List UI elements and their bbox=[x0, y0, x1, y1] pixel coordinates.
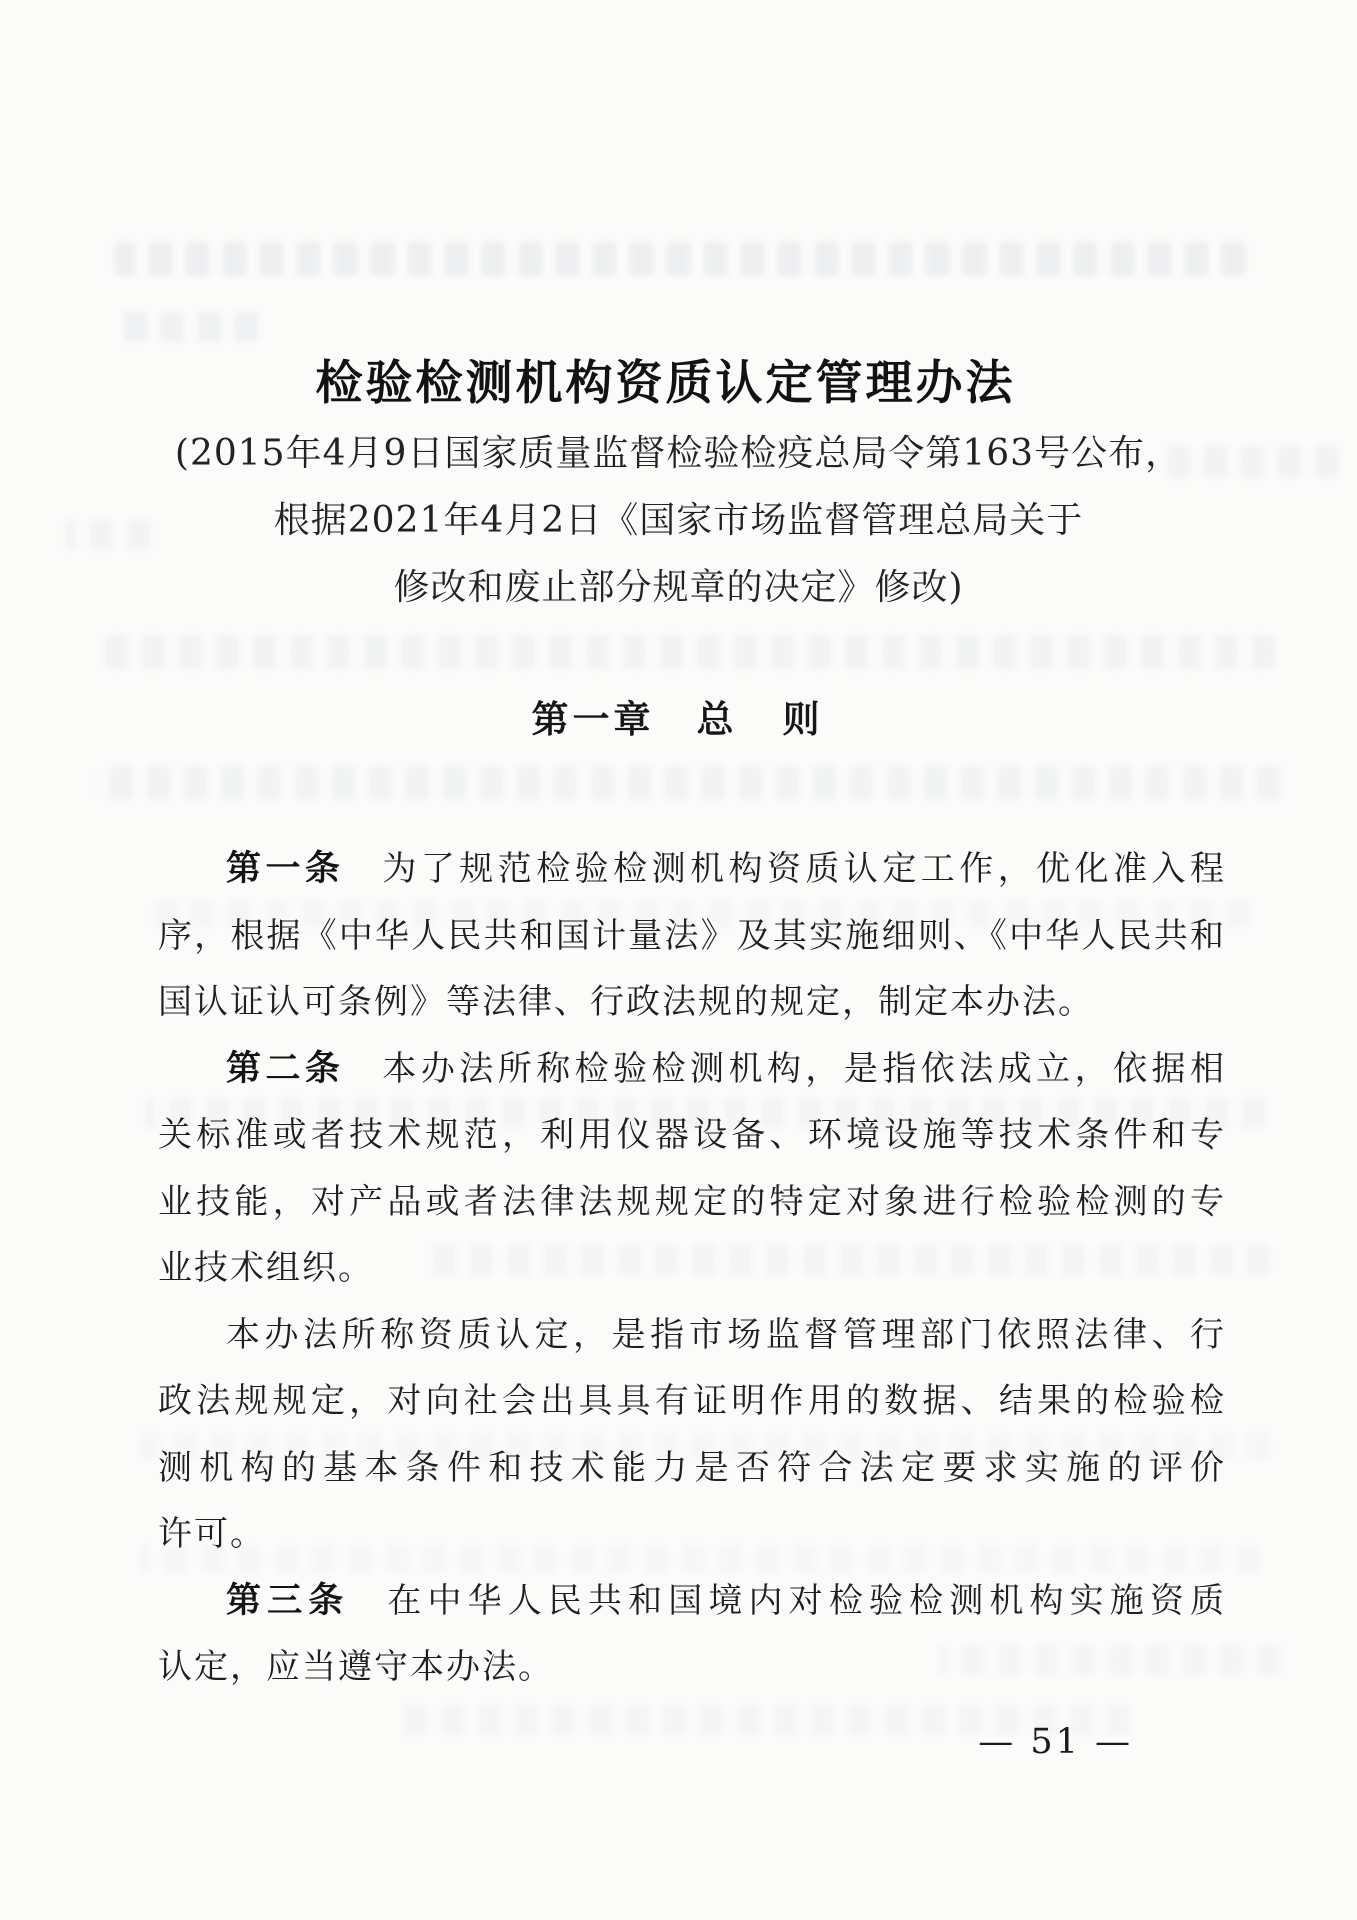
promulgation-line: 根据2021年4月2日《国家市场监督管理总局关于 bbox=[273, 500, 1084, 541]
article-line: 业技术组织。 bbox=[158, 1248, 374, 1288]
chapter-heading bbox=[0, 692, 1357, 748]
article-line: 第二条 本办法所称检验检测机构，是指依法成立，依据相 bbox=[226, 1048, 1226, 1089]
chapter-name: 总 则 bbox=[696, 698, 826, 741]
article-line: 本办法所称资质认定，是指市场监督管理部门依照法律、行 bbox=[226, 1314, 1226, 1355]
page-number: — 51 — bbox=[978, 1722, 1133, 1762]
article-body bbox=[158, 836, 1226, 1701]
bleed-through-artifact bbox=[95, 635, 1275, 669]
article-number: 第二条 bbox=[226, 1048, 345, 1089]
promulgation-note bbox=[0, 420, 1357, 621]
bleed-through-artifact bbox=[118, 312, 258, 342]
bleed-through-artifact bbox=[115, 242, 1245, 276]
article-line: 第三条 在中华人民共和国境内对检验检测机构实施资质 bbox=[226, 1580, 1226, 1621]
article-line: 关标准或者技术规范，利用仪器设备、环境设施等技术条件和专 bbox=[158, 1115, 1226, 1155]
article-line: 认定，应当遵守本办法。 bbox=[158, 1647, 554, 1687]
article-line: 业技能，对产品或者法律法规规定的特定对象进行检验检测的专 bbox=[158, 1181, 1226, 1222]
article-number: 第三条 bbox=[226, 1580, 350, 1621]
promulgation-line: 修改和废止部分规章的决定》修改) bbox=[393, 567, 964, 608]
article-line: 第一条 为了规范检验检测机构资质认定工作，优化准入程 bbox=[226, 849, 1226, 889]
bleed-through-artifact bbox=[95, 766, 1280, 800]
article-number: 第一条 bbox=[226, 849, 345, 889]
article-line: 测机构的基本条件和技术能力是否符合法定要求实施的评价 bbox=[158, 1447, 1226, 1488]
promulgation-line: (2015年4月9日国家质量监督检验检疫总局令第163号公布， bbox=[174, 433, 1183, 474]
document-title: 检验检测机构资质认定管理办法 bbox=[315, 356, 1016, 411]
article-line: 序，根据《中华人民共和国计量法》及其实施细则、《中华人民共和 bbox=[158, 915, 1226, 956]
article-line: 国认证认可条例》等法律、行政法规的规定，制定本办法。 bbox=[158, 982, 1094, 1022]
article-line: 政法规规定，对向社会出具具有证明作用的数据、结果的检验检 bbox=[158, 1381, 1226, 1421]
chapter-number: 第一章 bbox=[531, 698, 655, 741]
article-line: 许可。 bbox=[158, 1514, 266, 1554]
